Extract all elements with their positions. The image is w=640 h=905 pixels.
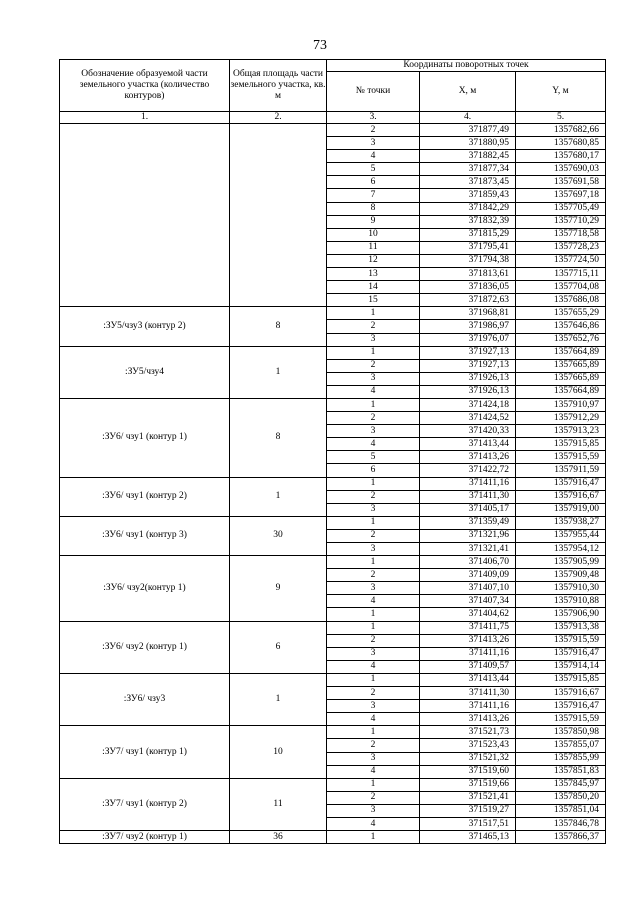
point-number: 2 [327,490,420,503]
table-row [60,398,606,411]
coord-x: 371877,49 [420,124,516,137]
coord-x: 371815,29 [420,228,516,241]
coord-y: 1357846,78 [516,817,606,830]
coord-y: 1357915,85 [516,673,606,686]
coord-y: 1357655,29 [516,307,606,320]
header-x: X, м [420,72,516,112]
point-number: 1 [327,778,420,791]
coord-x: 371406,70 [420,556,516,569]
parcel-designation: :ЗУ7/ чзу1 (контур 2) [60,778,230,830]
point-number: 3 [327,543,420,556]
point-number: 3 [327,804,420,817]
coord-y: 1357912,29 [516,412,606,425]
coord-x: 371413,26 [420,713,516,726]
point-number: 4 [327,595,420,608]
coord-y: 1357682,66 [516,124,606,137]
point-number: 3 [327,647,420,660]
header-designation: Обозначение образуемой части земельного участка (количество контуров) [60,60,230,112]
coord-y: 1357954,12 [516,543,606,556]
point-number: 2 [327,791,420,804]
coord-x: 371859,43 [420,189,516,202]
coord-x: 371519,66 [420,778,516,791]
table-row [60,124,606,137]
table-row [60,477,606,490]
coord-x: 371413,26 [420,451,516,464]
coord-x: 371413,44 [420,438,516,451]
point-number: 2 [327,359,420,372]
coord-y: 1357704,08 [516,281,606,294]
coord-x: 371927,13 [420,346,516,359]
coord-x: 371882,45 [420,150,516,163]
column-index-3: 3. [327,112,420,124]
coord-x: 371424,52 [420,412,516,425]
coord-y: 1357718,58 [516,228,606,241]
point-number: 4 [327,150,420,163]
coord-y: 1357850,20 [516,791,606,804]
coord-y: 1357710,29 [516,215,606,228]
coord-x: 371413,44 [420,673,516,686]
coord-y: 1357916,47 [516,700,606,713]
point-number: 2 [327,529,420,542]
coord-y: 1357905,99 [516,556,606,569]
point-number: 1 [327,726,420,739]
parcel-area: 8 [230,307,327,346]
point-number: 1 [327,556,420,569]
coord-x: 371794,38 [420,254,516,267]
column-index-4: 4. [420,112,516,124]
coord-x: 371523,43 [420,739,516,752]
coord-y: 1357697,18 [516,189,606,202]
coord-y: 1357913,23 [516,425,606,438]
coord-x: 371424,18 [420,398,516,411]
coord-x: 371465,13 [420,831,516,844]
parcel-area: 6 [230,621,327,673]
coord-y: 1357705,49 [516,202,606,215]
point-number: 2 [327,569,420,582]
coord-x: 371407,10 [420,582,516,595]
parcel-designation [60,124,230,307]
parcel-area: 1 [230,477,327,516]
parcel-area [230,124,327,307]
coord-x: 371519,27 [420,804,516,817]
coord-x: 371926,13 [420,385,516,398]
parcel-designation: :ЗУ6/ чзу1 (контур 1) [60,398,230,477]
point-number: 1 [327,477,420,490]
coord-x: 371836,05 [420,281,516,294]
coord-x: 371813,61 [420,268,516,281]
coord-x: 371926,13 [420,372,516,385]
coord-y: 1357665,89 [516,359,606,372]
point-number: 4 [327,765,420,778]
parcel-designation: :ЗУ5/чзу4 [60,346,230,398]
point-number: 2 [327,634,420,647]
table-row [60,778,606,791]
coord-y: 1357913,38 [516,621,606,634]
point-number: 1 [327,307,420,320]
parcel-designation: :ЗУ6/ чзу1 (контур 3) [60,516,230,555]
coord-y: 1357906,90 [516,608,606,621]
point-number: 9 [327,215,420,228]
point-number: 7 [327,189,420,202]
point-number: 1 [327,608,420,621]
coord-x: 371877,34 [420,163,516,176]
coord-y: 1357855,99 [516,752,606,765]
header-point-number: № точки [327,72,420,112]
parcel-designation: :ЗУ7/ чзу2 (контур 1) [60,831,230,844]
coord-x: 371927,13 [420,359,516,372]
coord-y: 1357915,59 [516,451,606,464]
coord-y: 1357916,67 [516,490,606,503]
point-number: 11 [327,241,420,254]
coord-x: 371411,30 [420,687,516,700]
point-number: 3 [327,425,420,438]
parcel-area: 1 [230,673,327,725]
coord-y: 1357851,04 [516,804,606,817]
point-number: 1 [327,398,420,411]
coord-y: 1357910,97 [516,398,606,411]
point-number: 2 [327,124,420,137]
column-index-5: 5. [516,112,606,124]
table-row [60,621,606,634]
point-number: 3 [327,333,420,346]
coord-x: 371517,51 [420,817,516,830]
coord-y: 1357915,85 [516,438,606,451]
coord-y: 1357919,00 [516,503,606,516]
point-number: 1 [327,621,420,634]
parcel-designation: :ЗУ6/ чзу2 (контур 1) [60,621,230,673]
coord-y: 1357851,83 [516,765,606,778]
point-number: 1 [327,516,420,529]
table-body [60,124,606,844]
coord-y: 1357909,48 [516,569,606,582]
coord-x: 371519,60 [420,765,516,778]
parcel-area: 11 [230,778,327,830]
point-number: 2 [327,687,420,700]
point-number: 2 [327,739,420,752]
point-number: 3 [327,503,420,516]
parcel-area: 9 [230,556,327,621]
header-y: Y, м [516,72,606,112]
parcel-area: 30 [230,516,327,555]
point-number: 1 [327,831,420,844]
point-number: 3 [327,752,420,765]
parcel-designation: :ЗУ7/ чзу1 (контур 1) [60,726,230,778]
coord-y: 1357652,76 [516,333,606,346]
coord-y: 1357911,59 [516,464,606,477]
coord-y: 1357915,59 [516,713,606,726]
parcel-designation: :ЗУ5/чзу3 (контур 2) [60,307,230,346]
coord-x: 371411,30 [420,490,516,503]
coord-x: 371832,39 [420,215,516,228]
coord-x: 371873,45 [420,176,516,189]
coord-y: 1357916,67 [516,687,606,700]
coord-y: 1357686,08 [516,294,606,307]
parcel-designation: :ЗУ6/ чзу3 [60,673,230,725]
coordinates-table [59,59,606,844]
header-area: Общая площадь части земельного участка, кв. м [230,60,327,112]
column-index-1: 1. [60,112,230,124]
table-row [60,673,606,686]
point-number: 12 [327,254,420,267]
point-number: 3 [327,700,420,713]
point-number: 5 [327,451,420,464]
point-number: 15 [327,294,420,307]
page-number: 73 [313,38,327,53]
coord-x: 371407,34 [420,595,516,608]
point-number: 2 [327,320,420,333]
coord-y: 1357728,23 [516,241,606,254]
coord-y: 1357916,47 [516,477,606,490]
coord-y: 1357916,47 [516,647,606,660]
parcel-area: 10 [230,726,327,778]
coord-x: 371842,29 [420,202,516,215]
point-number: 4 [327,660,420,673]
table-row [60,346,606,359]
coord-x: 371420,33 [420,425,516,438]
coord-x: 371321,41 [420,543,516,556]
coord-x: 371359,49 [420,516,516,529]
coord-y: 1357938,27 [516,516,606,529]
point-number: 8 [327,202,420,215]
header-coordinates: Координаты поворотных точек [327,60,606,72]
parcel-designation: :ЗУ6/ чзу1 (контур 2) [60,477,230,516]
coord-y: 1357910,30 [516,582,606,595]
coord-x: 371411,16 [420,700,516,713]
point-number: 14 [327,281,420,294]
point-number: 5 [327,163,420,176]
coord-x: 371404,62 [420,608,516,621]
coord-x: 371976,07 [420,333,516,346]
coord-x: 371321,96 [420,529,516,542]
coord-x: 371521,73 [420,726,516,739]
coord-y: 1357724,50 [516,254,606,267]
coord-y: 1357690,03 [516,163,606,176]
coord-x: 371986,97 [420,320,516,333]
coord-y: 1357855,07 [516,739,606,752]
coord-y: 1357914,14 [516,660,606,673]
coord-y: 1357664,89 [516,346,606,359]
point-number: 4 [327,385,420,398]
point-number: 4 [327,817,420,830]
coord-y: 1357866,37 [516,831,606,844]
point-number: 3 [327,582,420,595]
coord-x: 371880,95 [420,137,516,150]
coord-x: 371409,09 [420,569,516,582]
parcel-area: 36 [230,831,327,844]
table-row [60,556,606,569]
parcel-area: 1 [230,346,327,398]
point-number: 4 [327,438,420,451]
point-number: 4 [327,713,420,726]
coord-y: 1357665,89 [516,372,606,385]
coord-y: 1357680,17 [516,150,606,163]
point-number: 1 [327,673,420,686]
coord-x: 371405,17 [420,503,516,516]
column-index-2: 2. [230,112,327,124]
coord-x: 371521,32 [420,752,516,765]
coord-y: 1357646,86 [516,320,606,333]
point-number: 6 [327,464,420,477]
table-row [60,516,606,529]
point-number: 3 [327,372,420,385]
coord-y: 1357680,85 [516,137,606,150]
parcel-area: 8 [230,398,327,477]
coord-y: 1357845,97 [516,778,606,791]
coord-x: 371872,63 [420,294,516,307]
coord-y: 1357664,89 [516,385,606,398]
coord-x: 371521,41 [420,791,516,804]
coord-y: 1357715,11 [516,268,606,281]
coord-x: 371409,57 [420,660,516,673]
coord-x: 371411,16 [420,477,516,490]
point-number: 13 [327,268,420,281]
coord-y: 1357955,44 [516,529,606,542]
point-number: 2 [327,412,420,425]
coord-x: 371795,41 [420,241,516,254]
point-number: 6 [327,176,420,189]
coord-x: 371413,26 [420,634,516,647]
table-row [60,307,606,320]
coord-y: 1357915,59 [516,634,606,647]
point-number: 3 [327,137,420,150]
coord-y: 1357691,58 [516,176,606,189]
table-row [60,726,606,739]
coord-x: 371422,72 [420,464,516,477]
coord-x: 371968,81 [420,307,516,320]
parcel-designation: :ЗУ6/ чзу2(контур 1) [60,556,230,621]
coord-y: 1357850,98 [516,726,606,739]
coord-x: 371411,75 [420,621,516,634]
table-row [60,831,606,844]
point-number: 1 [327,346,420,359]
coord-x: 371411,16 [420,647,516,660]
point-number: 10 [327,228,420,241]
coord-y: 1357910,88 [516,595,606,608]
